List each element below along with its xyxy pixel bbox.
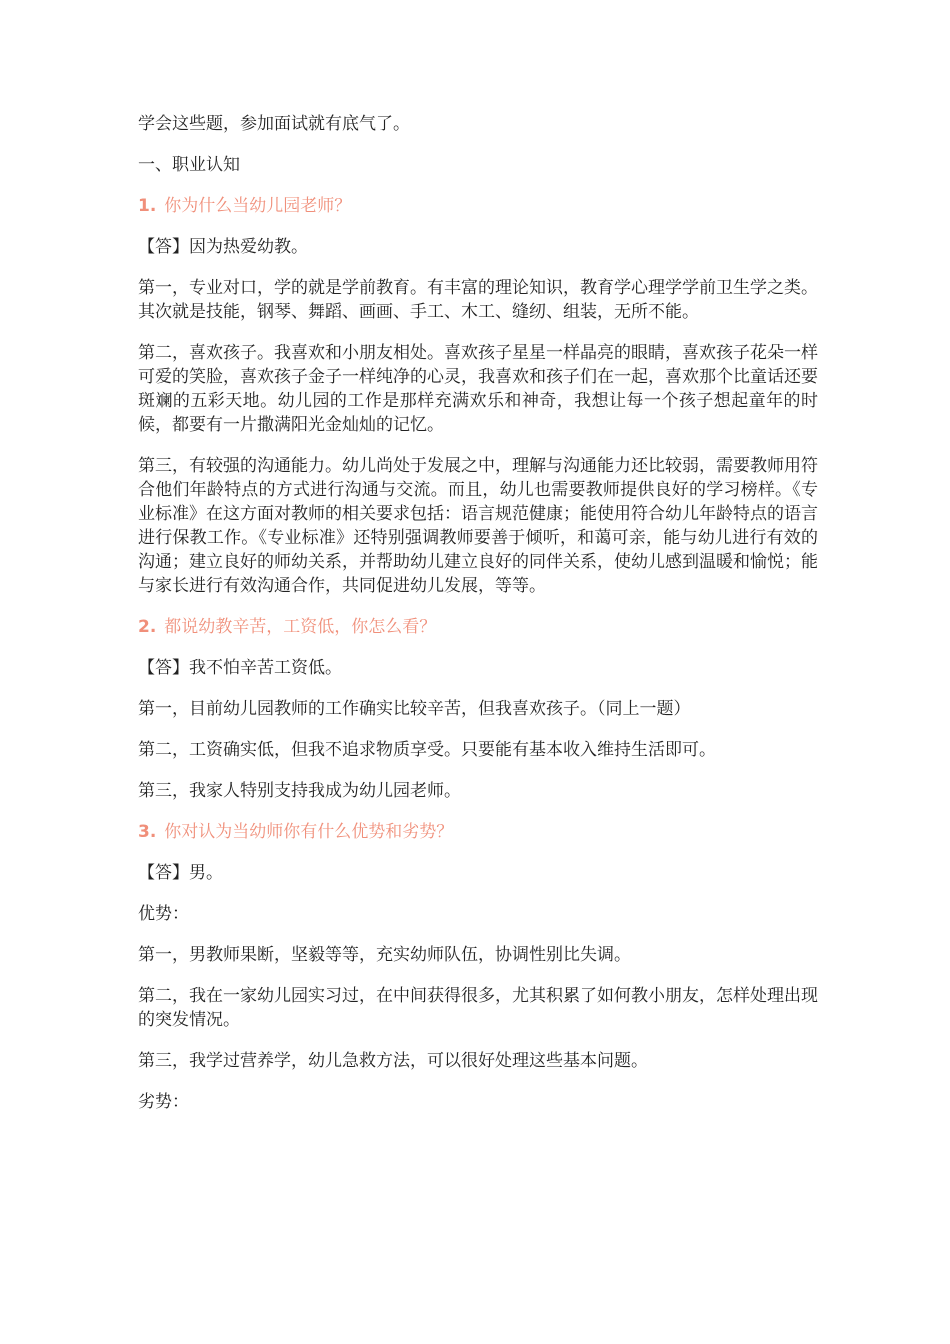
question-2-answer: 【答】我不怕辛苦工资低。 <box>138 658 342 678</box>
question-2-point-3: 第三，我家人特别支持我成为幼儿园老师。 <box>138 781 461 801</box>
advantages-label: 优势： <box>138 904 189 924</box>
question-3-answer: 【答】男。 <box>138 863 223 883</box>
disadvantages-label: 劣势： <box>138 1092 189 1112</box>
question-1-number: 1. <box>138 196 157 216</box>
question-2-title: 都说幼教辛苦，工资低，你怎么看？ <box>164 617 437 637</box>
section-heading: 一、职业认知 <box>138 155 240 175</box>
question-3-point-3: 第三，我学过营养学，幼儿急救方法，可以很好处理这些基本问题。 <box>138 1051 648 1071</box>
question-1-heading <box>138 194 818 218</box>
question-2-point-1: 第一，目前幼儿园教师的工作确实比较辛苦，但我喜欢孩子。（同上一题） <box>138 699 691 719</box>
question-3-point-2: 第二，我在一家幼儿园实习过，在中间获得很多，尤其积累了如何教小朋友，怎样处理出现的突发情况。 <box>138 986 818 1030</box>
question-1-point-1: 第一，专业对口，学的就是学前教育。有丰富的理论知识，教育学心理学学前卫生学之类。其次就是技能，钢琴、舞蹈、画画、手工、木工、缝纫、组装，无所不能。 <box>138 278 818 322</box>
question-3-number: 3. <box>138 822 157 842</box>
question-1-point-3: 第三，有较强的沟通能力。幼儿尚处于发展之中，理解与沟通能力还比较弱，需要教师用符合他们年龄特点的方式进行沟通与交流。而且，幼儿也需要教师提供良好的学习榜样。《专业标准》在这方面对教师的相关要求包括：语言规范健康；能使用符合幼儿年龄特点的语言进行保教工作。《专业标准》还特别强调教师要善于倾听，和蔼可亲，能与幼儿进行有效的沟通；建立良好的师幼关系，并帮助幼儿建立良好的同伴关系，使幼儿感到温暖和愉悦；能与家长进行有效沟通合作，共同促进幼儿发展，等等。 <box>138 456 818 596</box>
question-3-title: 你对认为当幼师你有什么优势和劣势？ <box>164 822 454 842</box>
question-1-point-2: 第二，喜欢孩子。我喜欢和小朋友相处。喜欢孩子星星一样晶亮的眼睛，喜欢孩子花朵一样可爱的笑脸，喜欢孩子金子一样纯净的心灵，我喜欢和孩子们在一起，喜欢那个比童话还要斑斓的五彩天地。幼儿园的工作是那样充满欢乐和神奇，我想让每一个孩子想起童年的时候，都要有一片撒满阳光金灿灿的记忆。 <box>138 343 818 435</box>
intro-text: 学会这些题，参加面试就有底气了。 <box>138 114 410 134</box>
question-3-point-1: 第一，男教师果断，坚毅等等，充实幼师队伍，协调性别比失调。 <box>138 945 631 965</box>
document-page <box>138 112 818 1131</box>
question-3-heading <box>138 820 818 844</box>
question-1-title: 你为什么当幼儿园老师？ <box>164 196 352 216</box>
question-1-answer: 【答】因为热爱幼教。 <box>138 237 308 257</box>
question-2-point-2: 第二，工资确实低，但我不追求物质享受。只要能有基本收入维持生活即可。 <box>138 740 716 760</box>
question-2-number: 2. <box>138 617 157 637</box>
question-2-heading <box>138 615 818 639</box>
